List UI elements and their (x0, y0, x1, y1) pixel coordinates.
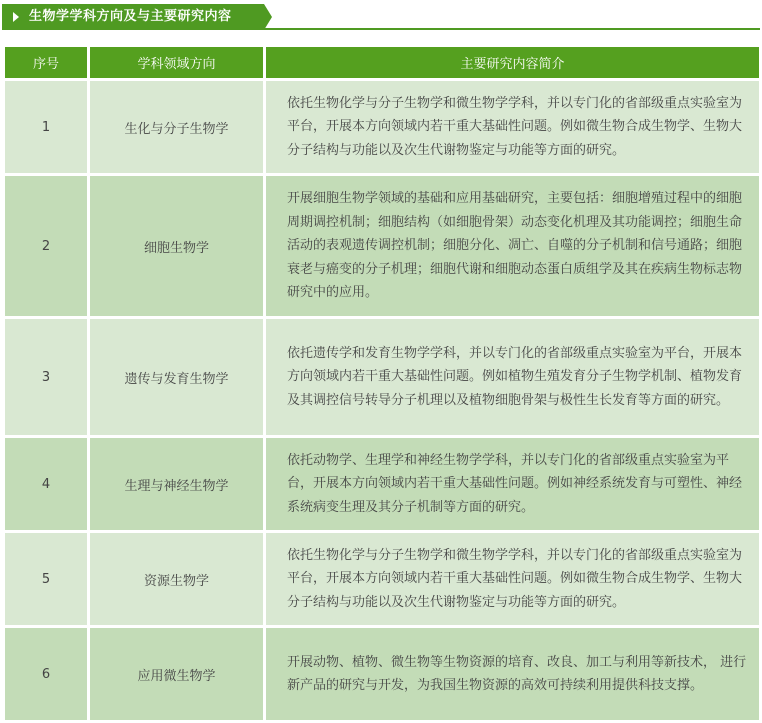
table-row (5, 81, 759, 173)
row-field: 遗传与发育生物学 (90, 319, 263, 435)
table-row (5, 176, 759, 316)
column-header-description: 主要研究内容简介 (266, 47, 759, 78)
row-field: 生理与神经生物学 (90, 438, 263, 530)
table-row (5, 438, 759, 530)
column-header-number: 序号 (5, 47, 87, 78)
section-title: 生物学学科方向及与主要研究内容 (29, 9, 232, 24)
row-number: 1 (5, 81, 87, 173)
table-row (5, 628, 759, 720)
row-number: 5 (5, 533, 87, 625)
table-row (5, 319, 759, 435)
row-field: 细胞生物学 (90, 176, 263, 316)
row-field: 资源生物学 (90, 533, 263, 625)
row-description: 依托遗传学和发育生物学学科，并以专门化的省部级重点实验室为平台，开展本方向领域内若干重大基础性问题。例如植物生殖发育分子生物学机制、植物发育及其调控信号转导分子机理以及植物细胞骨架与极性生长发育等方面的研究。 (266, 319, 759, 435)
row-description: 依托生物化学与分子生物学和微生物学学科，并以专门化的省部级重点实验室为平台，开展本方向领域内若干重大基础性问题。例如微生物合成生物学、生物大分子结构与功能以及次生代谢物鉴定与功能等方面的研究。 (266, 533, 759, 625)
row-field: 生化与分子生物学 (90, 81, 263, 173)
section-header (2, 4, 760, 30)
row-number: 3 (5, 319, 87, 435)
row-description: 依托动物学、生理学和神经生物学学科，并以专门化的省部级重点实验室为平台，开展本方向领域内若干重大基础性问题。例如神经系统发育与可塑性、神经系统病变生理及其分子机制等方面的研究。 (266, 438, 759, 530)
research-directions-table (2, 44, 762, 723)
row-description: 开展动物、植物、微生物等生物资源的培育、改良、加工与利用等新技术， 进行新产品的研究与开发，为我国生物资源的高效可持续利用提供科技支撑。 (266, 628, 759, 720)
row-number: 4 (5, 438, 87, 530)
triangle-right-icon (13, 12, 19, 22)
row-number: 2 (5, 176, 87, 316)
table-row (5, 533, 759, 625)
table-header-row (5, 47, 759, 78)
row-number: 6 (5, 628, 87, 720)
column-header-field: 学科领域方向 (90, 47, 263, 78)
row-description: 依托生物化学与分子生物学和微生物学学科，并以专门化的省部级重点实验室为平台，开展本方向领域内若干重大基础性问题。例如微生物合成生物学、生物大分子结构与功能以及次生代谢物鉴定与功能等方面的研究。 (266, 81, 759, 173)
row-description: 开展细胞生物学领域的基础和应用基础研究，主要包括：细胞增殖过程中的细胞周期调控机制；细胞结构（如细胞骨架）动态变化机理及其功能调控；细胞生命活动的表观遗传调控机制；细胞分化、凋亡、自噬的分子机制和信号通路；细胞衰老与癌变的分子机理；细胞代谢和细胞动态蛋白质组学及其在疾病生物标志物研究中的应用。 (266, 176, 759, 316)
row-field: 应用微生物学 (90, 628, 263, 720)
